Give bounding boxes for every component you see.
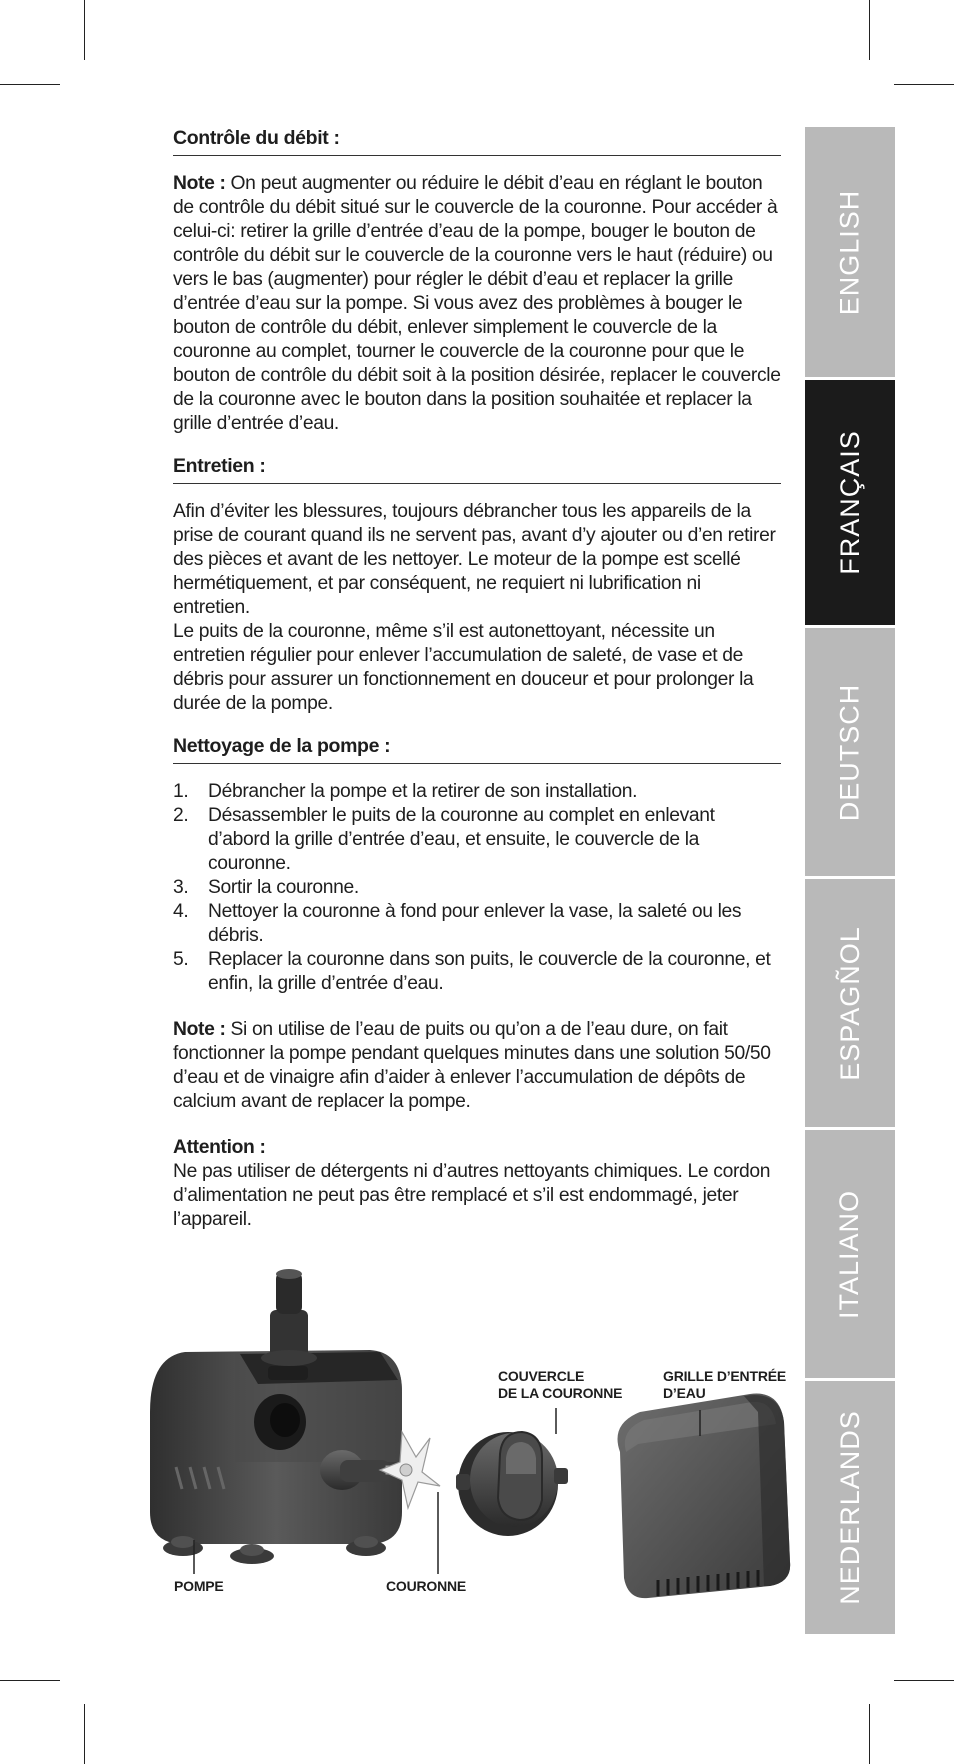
crop-mark	[84, 0, 85, 60]
maintenance-paragraph-1: Afin d’éviter les blessures, toujours débrancher tous les appareils de la prise de courant quand ils ne servent pas, avant d’y ajouter ou d’en retirer des pièces et avant de les nettoyer. Le moteur de la pompe est scellé hermétiquement, et par conséquent, ne requiert ni lubrification ni entretien.	[173, 501, 776, 618]
tab-label: NEDERLANDS	[834, 1410, 865, 1605]
pump-drawing	[140, 1262, 800, 1622]
tab-nederlands[interactable]	[805, 1381, 895, 1634]
tab-francais[interactable]	[805, 380, 895, 625]
note-text: Si on utilise de l’eau de puits ou qu’on a de l’eau dure, on fait fonctionner la pompe pendant quelques minutes dans une solution 50/50 d’eau et de vinaigre afin d’aider à enlever l’accumulation de dépôts de calcium avant de replacer la pompe.	[173, 1019, 771, 1112]
tab-label: ITALIANO	[834, 1189, 865, 1319]
tab-label: DEUTSCH	[834, 683, 865, 821]
attention-text: Ne pas utiliser de détergents ni d’autres nettoyants chimiques. Le cordon d’alimentation ne peut pas être remplacé et s’il est endommagé, jeter l’appareil.	[173, 1161, 771, 1230]
tab-label: ESPAGÑOL	[834, 925, 865, 1081]
cleaning-steps-list	[173, 780, 781, 996]
label-pump: POMPE	[174, 1578, 224, 1594]
note-text: On peut augmenter ou réduire le débit d’eau en réglant le bouton de contrôle du débit situé sur le couvercle de la couronne. Pour accéder à celui-ci: retirer la grille d’entrée d’eau de la pompe, bouger le bouton de contrôle du débit sur le couvercle de la couronne vers le haut (réduire) ou vers le bas (augmenter) pour régler le débit d’eau et replacer la grille d’entrée d’eau sur la pompe. Si vous avez des problèmes à bouger le bouton de contrôle du débit, enlever simplement le couvercle de la couronne au complet, tourner le couvercle de la couronne pour que le bouton de contrôle du débit soit à la position désirée, replacer le couvercle de la couronne avec le bouton dans la position souhaitée et replacer la grille d’entrée d’eau.	[173, 173, 781, 434]
label-impeller: COURONNE	[386, 1578, 467, 1594]
attention-heading: Attention :	[173, 1137, 266, 1158]
flow-control-note	[173, 172, 781, 436]
tab-deutsch[interactable]	[805, 628, 895, 876]
section-heading-pump-cleaning: Nettoyage de la pompe :	[173, 734, 781, 764]
section-heading-maintenance: Entretien :	[173, 454, 781, 484]
crop-mark	[869, 1704, 870, 1764]
note-lead: Note :	[173, 173, 226, 194]
note-lead: Note :	[173, 1019, 226, 1040]
label-intake-grille: GRILLE D’ENTRÉE D’EAU	[663, 1368, 787, 1401]
step-number: 3.	[173, 877, 189, 898]
list-item	[173, 804, 781, 876]
step-text: Désassembler le puits de la couronne au complet en enlevant d’abord la grille d’entrée d’eau, et ensuite, le couvercle de la couronne.	[208, 805, 715, 874]
tab-label: FRANÇAIS	[834, 430, 865, 575]
step-number: 5.	[173, 949, 189, 970]
crop-mark	[869, 0, 870, 60]
intake-grille-drawing	[618, 1394, 791, 1599]
step-text: Nettoyer la couronne à fond pour enlever la vase, la saleté ou les débris.	[208, 901, 742, 946]
step-number: 4.	[173, 901, 189, 922]
section-heading-flow-control: Contrôle du débit :	[173, 126, 781, 156]
step-number: 2.	[173, 805, 189, 826]
impeller-cover-drawing	[456, 1432, 568, 1536]
list-item	[173, 900, 781, 948]
label-impeller-cover: COUVERCLE DE LA COURONNE	[498, 1368, 623, 1401]
step-text: Débrancher la pompe et la retirer de son installation.	[208, 781, 638, 802]
pump-body	[150, 1269, 402, 1564]
step-text: Replacer la couronne dans son puits, le couvercle de la couronne, et enfin, la grille d’entrée d’eau.	[208, 949, 771, 994]
step-number: 1.	[173, 781, 189, 802]
maintenance-paragraph-2: Le puits de la couronne, même s’il est autonettoyant, nécessite un entretien régulier pour enlever l’accumulation de saleté, de vase et de débris pour assurer un fonctionnement en douceur et pour prolonger la durée de la pompe.	[173, 621, 754, 714]
crop-mark	[894, 1680, 954, 1681]
step-text: Sortir la couronne.	[208, 877, 359, 898]
tab-italiano[interactable]	[805, 1130, 895, 1378]
cleaning-note	[173, 1018, 781, 1114]
manual-page-content	[173, 126, 781, 1232]
crop-mark	[0, 84, 60, 85]
crop-mark	[894, 84, 954, 85]
list-item	[173, 876, 781, 900]
pump-parts-illustration	[140, 1262, 800, 1622]
tab-english[interactable]	[805, 127, 895, 377]
tab-espagnol[interactable]	[805, 879, 895, 1127]
language-tabs	[805, 127, 895, 1634]
list-item	[173, 948, 781, 996]
crop-mark	[84, 1704, 85, 1764]
list-item	[173, 780, 781, 804]
crop-mark	[0, 1680, 60, 1681]
tab-label: ENGLISH	[834, 189, 865, 315]
